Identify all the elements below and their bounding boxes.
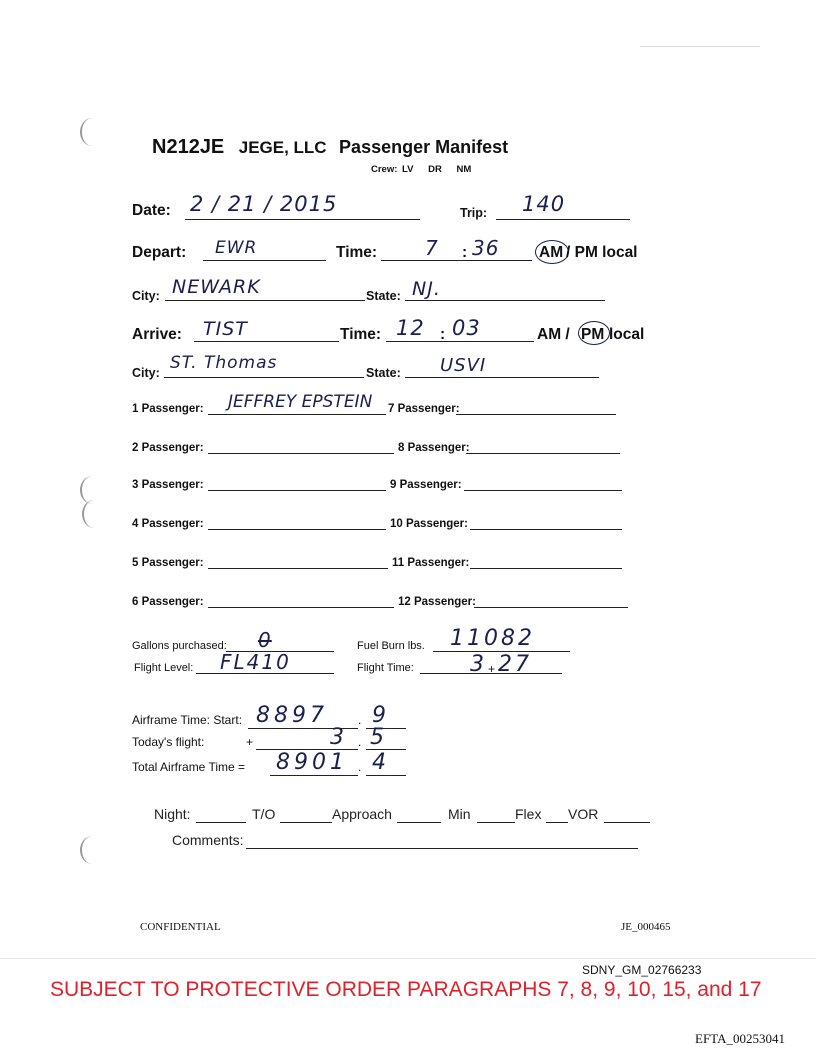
today-flight-decimal: . [358, 735, 362, 749]
binder-hole-top [80, 118, 104, 146]
confidential-stamp: CONFIDENTIAL [140, 921, 221, 933]
company-name: JEGE, LLC [238, 138, 327, 157]
total-airframe-whole: 8901 [276, 750, 348, 775]
depart-state-line [405, 300, 605, 301]
arrive-line [194, 341, 339, 342]
comments-line [246, 848, 638, 849]
scan-top-edge [640, 46, 760, 47]
binder-hole-middle-2 [82, 500, 106, 528]
date-value: 2 / 21 / 2015 [190, 192, 338, 216]
depart-city-label: City: [132, 289, 160, 303]
flight-level-label: Flight Level: [134, 662, 194, 674]
total-airframe-decimal: . [358, 760, 362, 774]
passenger-8-label: 8 Passenger: [398, 442, 470, 454]
flight-level-value: FL410 [220, 650, 291, 674]
night-line [196, 822, 246, 823]
passenger-6-label: 6 Passenger: [132, 596, 204, 608]
depart-time-label: Time: [336, 244, 378, 261]
trip-line [496, 219, 630, 220]
depart-label: Depart: [132, 244, 187, 261]
passenger-9-label: 9 Passenger: [390, 479, 462, 491]
arrive-time-line [386, 341, 534, 342]
arrive-time-label: Time: [340, 326, 382, 343]
depart-hour: 7 [425, 236, 439, 260]
min-line [477, 822, 515, 823]
arrive-local: local [609, 326, 645, 343]
today-flight-tenth: 5 [370, 725, 385, 750]
depart-city-value: NEWARK [172, 276, 261, 298]
passenger-2-line [208, 453, 394, 454]
form-title: Passenger Manifest [339, 137, 509, 157]
total-airframe-line-tenth [366, 775, 406, 776]
flight-time-hours: 3 [470, 652, 485, 677]
crew-3: NM [456, 164, 472, 175]
passenger-5-line [208, 568, 388, 569]
depart-state-label: State: [366, 289, 401, 303]
arrive-value: TIST [203, 318, 248, 340]
passenger-11-label: 11 Passenger: [392, 557, 470, 569]
depart-value: EWR [215, 238, 258, 258]
passenger-10-line [470, 529, 622, 530]
airframe-start-whole: 8897 [256, 703, 328, 728]
approach-line [397, 822, 441, 823]
binder-hole-bottom [80, 836, 104, 864]
crew-1: LV [402, 164, 414, 175]
passenger-2-label: 2 Passenger: [132, 442, 204, 454]
arrive-hour: 12 [396, 316, 425, 340]
gallons-value: 0 [258, 628, 272, 652]
total-airframe-label: Total Airframe Time = [132, 760, 246, 774]
arrive-state-line [405, 377, 599, 378]
flight-time-plus: + [488, 662, 496, 676]
arrive-colon: : [440, 326, 446, 343]
crew-2: DR [428, 164, 442, 175]
flex-label: Flex [515, 806, 542, 822]
trip-value: 140 [522, 192, 566, 216]
crew-label: Crew: [371, 164, 398, 175]
date-label: Date: [132, 202, 171, 219]
passenger-3-label: 3 Passenger: [132, 479, 204, 491]
night-label: Night: [154, 806, 191, 822]
passenger-4-line [208, 529, 386, 530]
passenger-1-label: 1 Passenger: [132, 403, 204, 415]
arrive-am: AM / [537, 326, 570, 343]
je-bates-number: JE_000465 [621, 921, 671, 933]
today-flight-whole: 3 [330, 725, 345, 750]
fuel-burn-label: Fuel Burn lbs. [357, 640, 425, 652]
sdny-bates-number: SDNY_GM_02766233 [582, 963, 702, 977]
passenger-4-label: 4 Passenger: [132, 518, 204, 530]
passenger-7-line [456, 414, 616, 415]
efta-number: EFTA_00253041 [695, 1031, 785, 1046]
passenger-1-line [208, 414, 386, 415]
vor-line [604, 822, 650, 823]
approach-label: Approach [332, 806, 392, 822]
depart-colon: : [462, 244, 468, 261]
depart-state-value: NJ. [412, 278, 441, 300]
trip-label: Trip: [460, 206, 488, 220]
passenger-12-label: 12 Passenger: [398, 596, 476, 608]
today-flight-label: Today's flight: [132, 735, 205, 749]
passenger-8-line [466, 453, 620, 454]
airframe-start-label: Airframe Time: Start: [132, 713, 243, 727]
to-label: T/O [252, 806, 276, 822]
crew-line [371, 164, 471, 175]
fuel-burn-value: 11082 [450, 626, 535, 651]
arrive-city-value: ST. Thomas [170, 353, 278, 373]
passenger-7-label: 7 Passenger: [388, 403, 460, 415]
passenger-12-line [474, 607, 628, 608]
passenger-5-label: 5 Passenger: [132, 557, 204, 569]
depart-minutes: 36 [472, 236, 500, 260]
comments-label: Comments: [172, 832, 244, 848]
airframe-start-decimal: . [358, 713, 362, 727]
to-line [280, 822, 332, 823]
passenger-10-label: 10 Passenger: [390, 518, 468, 530]
passenger-3-line [208, 490, 386, 491]
arrive-city-line [164, 377, 364, 378]
flex-line [546, 822, 568, 823]
depart-line [203, 260, 326, 261]
depart-pm-local: / PM local [566, 244, 638, 261]
protective-order-notice: SUBJECT TO PROTECTIVE ORDER PARAGRAPHS 7, 8, 9, 10, 15, and 17 [50, 978, 762, 1001]
arrive-minutes: 03 [452, 316, 481, 340]
arrive-state-label: State: [366, 366, 401, 380]
scan-bottom-edge [0, 958, 816, 959]
tail-number: N212JE [152, 136, 225, 158]
arrive-label: Arrive: [132, 326, 182, 343]
flight-time-label: Flight Time: [357, 662, 414, 674]
arrive-city-label: City: [132, 366, 160, 380]
depart-time-line [381, 260, 532, 261]
passenger-9-line [464, 490, 622, 491]
date-line [185, 219, 420, 220]
depart-am: AM [539, 244, 564, 261]
manifest-header [152, 136, 508, 159]
arrive-pm: PM [581, 326, 605, 343]
arrive-state-value: USVI [440, 355, 487, 376]
gallons-label: Gallons purchased: [132, 640, 227, 652]
flight-time-minutes: 27 [498, 652, 532, 677]
passenger-6-line [208, 607, 394, 608]
total-airframe-line-whole [270, 775, 358, 776]
min-label: Min [448, 806, 471, 822]
vor-label: VOR [568, 806, 599, 822]
total-airframe-tenth: 4 [372, 750, 387, 775]
passenger-1-value: JEFFREY EPSTEIN [228, 392, 373, 412]
depart-city-line [165, 300, 365, 301]
airframe-start-tenth: 9 [372, 703, 387, 728]
today-flight-plus: + [246, 735, 254, 749]
passenger-11-line [470, 568, 622, 569]
